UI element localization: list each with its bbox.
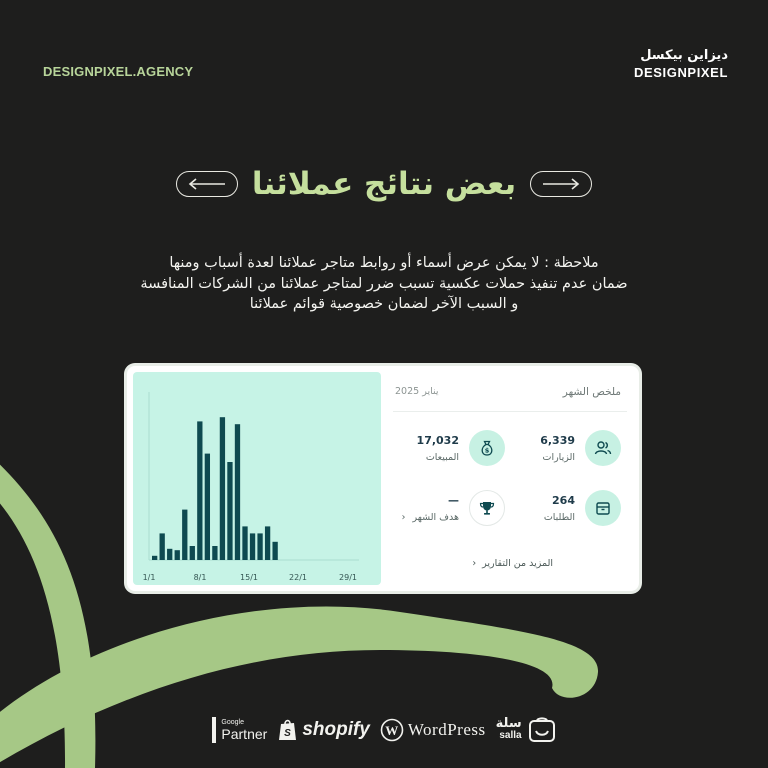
wordpress-logo (380, 718, 486, 742)
chart-bar (250, 533, 255, 560)
google-partner-logo (212, 717, 267, 743)
chart-bar (152, 556, 157, 560)
partners-bar (0, 716, 768, 744)
google-partner-mark (212, 717, 216, 743)
more-reports-label: المزيد من التقارير (482, 558, 553, 569)
disclaimer-note (84, 253, 684, 315)
brand-logo (634, 48, 728, 80)
svg-text:$: $ (484, 446, 490, 455)
svg-text:S: S (284, 728, 292, 739)
note-line: و السبب الآخر لضمان خصوصية قوائم عملائنا (249, 296, 519, 312)
chevron-left-icon: ‹ (401, 511, 406, 523)
orders-label: الطلبات (543, 511, 575, 523)
chart-bar (235, 424, 240, 560)
chart-bar (227, 462, 232, 560)
note-line: ضمان عدم تنفيذ حملات عكسية تسبب ضرر لمتاجر عملائنا من الشركات المنافسة (140, 275, 628, 292)
stat-orders (544, 490, 621, 526)
chart-bar (190, 546, 195, 560)
arrow-right-pill (530, 171, 592, 197)
arrow-left-pill (176, 171, 238, 197)
summary-title: ملخص الشهر (562, 386, 621, 398)
wordpress-text: WordPress (407, 720, 486, 739)
x-tick-label: 22/1 (289, 573, 307, 582)
salla-logo (496, 716, 556, 744)
divider (393, 411, 627, 412)
orders-value: 264 (552, 493, 575, 507)
salla-arabic-text: سلة (495, 716, 522, 731)
chart-bar (257, 533, 262, 560)
bar-chart (133, 372, 381, 585)
chart-bar (272, 542, 277, 560)
chart-bar (265, 526, 270, 560)
shopify-bag-icon (277, 718, 299, 742)
stat-visits (540, 430, 621, 466)
stat-goal[interactable] (402, 490, 505, 526)
note-line: ملاحظة : لا يمكن عرض أسماء أو روابط متاجر عملائنا لعدة أسباب ومنها (169, 255, 599, 271)
chart-bar (242, 526, 247, 560)
sales-value: 17,032 (416, 433, 459, 447)
chart-panel (133, 372, 381, 585)
stat-sales (417, 430, 505, 466)
chart-bar (212, 546, 217, 560)
chart-bar (167, 549, 172, 560)
x-tick-label: 29/1 (339, 573, 357, 582)
users-icon (585, 430, 621, 466)
x-tick-label: 8/1 (193, 573, 207, 582)
box-icon (585, 490, 621, 526)
goal-label-text: هدف الشهر (412, 511, 459, 523)
arrow-right-icon (541, 178, 581, 190)
dashboard-card (127, 366, 639, 591)
chart-bar (175, 550, 180, 560)
section-heading (0, 166, 768, 202)
logo-english: DESIGNPIXEL (633, 65, 728, 80)
trophy-icon (469, 490, 505, 526)
money-bag-icon (469, 430, 505, 466)
agency-url: DESIGNPIXEL.AGENCY (43, 64, 194, 79)
google-small-text: Google (221, 719, 244, 726)
sales-label: المبيعات (425, 451, 459, 463)
shopify-text: shopify (302, 719, 370, 740)
chart-bar (205, 454, 210, 560)
shopify-logo (277, 718, 370, 742)
more-reports-link[interactable] (472, 558, 553, 569)
google-big-text: Partner (221, 726, 268, 742)
logo-arabic: ديزاين بيكسل (640, 48, 728, 63)
summary-date: يناير 2025 (395, 386, 439, 397)
x-tick-label: 15/1 (240, 573, 258, 582)
visits-value: 6,339 (540, 433, 575, 447)
chart-bar (182, 510, 187, 560)
chart-bar (220, 417, 225, 560)
page-title: بعض نتائج عملائنا (251, 166, 517, 202)
chart-bar (160, 533, 165, 560)
arrow-left-icon (187, 178, 227, 190)
wordpress-icon (380, 718, 404, 742)
chart-bar (197, 421, 202, 560)
salla-english-text: salla (499, 730, 522, 741)
x-tick-label: 1/1 (142, 573, 156, 582)
chevron-left-icon: ‹ (472, 558, 477, 569)
goal-label (402, 512, 459, 523)
goal-value: — (448, 493, 459, 507)
salla-bag-icon (528, 716, 556, 744)
visits-label: الزيارات (542, 451, 575, 463)
svg-text:W: W (385, 723, 399, 738)
monthly-summary (381, 366, 639, 591)
